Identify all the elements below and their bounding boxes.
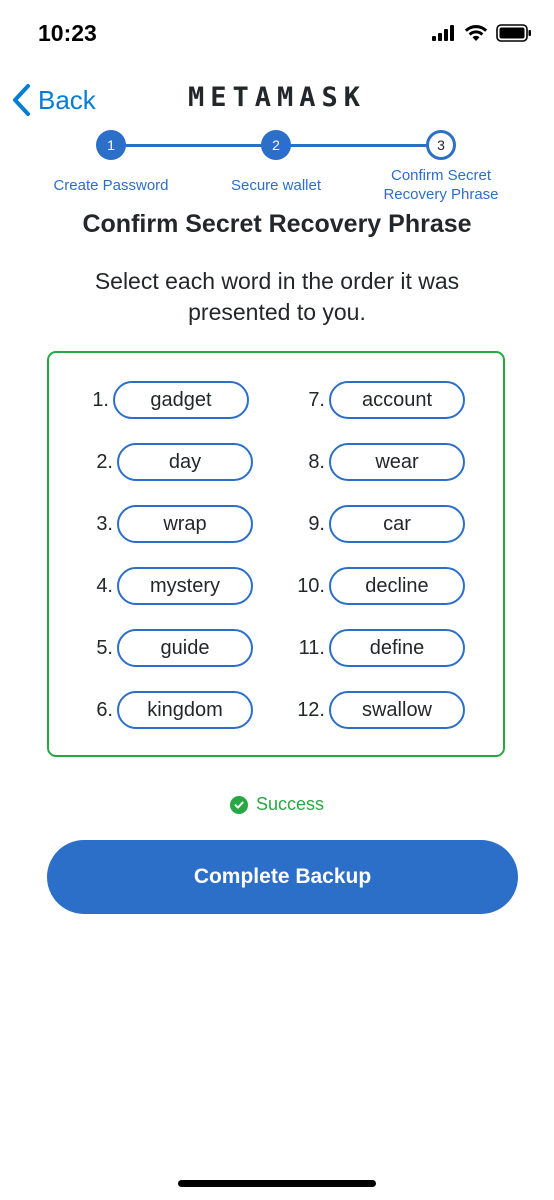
word-pill[interactable]: wrap: [117, 505, 253, 543]
word-number: 3.: [96, 512, 113, 535]
word-pill[interactable]: gadget: [113, 381, 249, 419]
success-text: Success: [255, 794, 325, 814]
word-number: 8.: [308, 450, 325, 473]
word-item-12: [285, 690, 465, 730]
step-3-label-line1: Confirm Secret: [390, 167, 492, 184]
word-item-4: [73, 566, 253, 606]
word-pill[interactable]: kingdom: [117, 691, 253, 729]
word-pill[interactable]: wear: [329, 443, 465, 481]
word-number: 6.: [96, 698, 113, 721]
step-3-label: [366, 166, 516, 204]
word-number: 11.: [298, 636, 325, 659]
status-bar: [0, 0, 554, 70]
back-label: Back: [38, 84, 96, 115]
recovery-phrase-box: [47, 351, 505, 757]
word-number: 10.: [297, 574, 325, 597]
success-message: [0, 794, 554, 815]
word-pill[interactable]: swallow: [329, 691, 465, 729]
check-circle-icon: [230, 796, 248, 814]
step-1-label: Create Password: [53, 177, 169, 194]
word-number: 12.: [297, 698, 325, 721]
home-indicator: [178, 1180, 376, 1187]
wifi-icon: [464, 24, 488, 42]
status-icons: [432, 24, 532, 42]
word-pill[interactable]: define: [329, 629, 465, 667]
word-item-2: [73, 442, 253, 482]
step-1-circle: 1: [96, 130, 126, 160]
word-item-10: [285, 566, 465, 606]
status-time: 10:23: [38, 20, 97, 46]
word-number: 9.: [308, 512, 325, 535]
word-pill[interactable]: decline: [329, 567, 465, 605]
battery-icon: [496, 24, 532, 42]
word-item-7: [285, 380, 465, 420]
word-item-9: [285, 504, 465, 544]
metamask-logo: METAMASK: [187, 82, 367, 113]
page-subtitle: Select each word in the order it was presented to you.: [94, 268, 460, 325]
word-item-6: [73, 690, 253, 730]
word-item-5: [73, 628, 253, 668]
step-2-label: Secure wallet: [230, 177, 322, 194]
word-number: 2.: [96, 450, 113, 473]
step-3-label-line2: Recovery Phrase: [383, 186, 499, 203]
word-item-1: [69, 380, 249, 420]
step-2-circle: 2: [261, 130, 291, 160]
word-pill[interactable]: car: [329, 505, 465, 543]
word-number: 7.: [308, 388, 325, 411]
step-3-circle: 3: [426, 130, 456, 160]
word-pill[interactable]: day: [117, 443, 253, 481]
word-pill[interactable]: mystery: [117, 567, 253, 605]
word-number: 4.: [96, 574, 113, 597]
word-number: 1.: [92, 388, 109, 411]
page-title: Confirm Secret Recovery Phrase: [82, 210, 472, 238]
word-pill[interactable]: account: [329, 381, 465, 419]
word-number: 5.: [96, 636, 113, 659]
word-item-8: [285, 442, 465, 482]
word-item-11: [285, 628, 465, 668]
complete-backup-button[interactable]: Complete Backup: [47, 840, 518, 914]
signal-icon: [432, 25, 456, 41]
word-item-3: [73, 504, 253, 544]
word-pill[interactable]: guide: [117, 629, 253, 667]
